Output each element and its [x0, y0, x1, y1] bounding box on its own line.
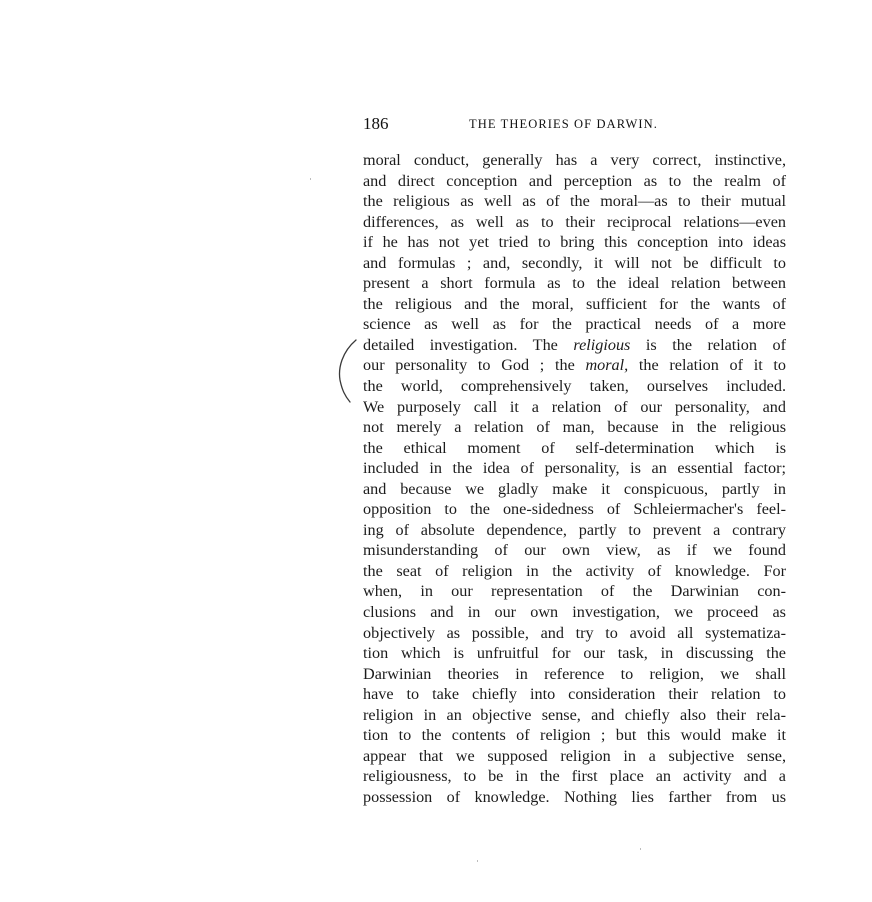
text-line: clusions and in our own investigation, we proceed as — [363, 603, 786, 622]
text-run: the relation of it to — [628, 356, 786, 375]
text-line: We purposely call it a relation of our personality, and — [363, 397, 786, 416]
text-line: when, in our representation of the Darwinian con- — [363, 582, 786, 601]
text-line: possession of knowledge. Nothing lies farther from us — [363, 787, 786, 806]
text-line — [363, 335, 786, 356]
text-line: and direct conception and perception as to the realm of — [363, 171, 786, 190]
scan-speck — [640, 848, 641, 850]
text-line: the ethical moment of self-determination which is — [363, 438, 786, 457]
text-run: our personality to God ; the — [363, 356, 586, 375]
text-line: science as well as for the practical needs of a more — [363, 315, 786, 334]
text-line: moral conduct, generally has a very correct, instinctive, — [363, 151, 786, 169]
text-line: the world, comprehensively taken, ourselves included. — [363, 377, 786, 396]
running-title: THE THEORIES OF DARWIN. — [469, 117, 658, 131]
text-line: differences, as well as to their reciprocal relations—even — [363, 212, 786, 231]
text-line: objectively as possible, and try to avoid all systematiza- — [363, 623, 786, 642]
text-line: Darwinian theories in reference to religion, we shall — [363, 664, 786, 683]
text-line: religiousness, to be in the first place an activity and a — [363, 767, 786, 786]
text-line: opposition to the one-sidedness of Schleiermacher's feel- — [363, 500, 786, 519]
text-run: is the relation of — [630, 335, 786, 354]
text-line: the religious and the moral, sufficient for the wants of — [363, 294, 786, 313]
text-line: have to take chiefly into consideration their relation to — [363, 685, 786, 704]
italic-term: religious — [573, 335, 631, 354]
text-line: tion to the contents of religion ; but this would make it — [363, 726, 786, 745]
text-line: appear that we supposed religion in a subjective sense, — [363, 746, 786, 765]
text-line: religion in an objective sense, and chiefly also their rela- — [363, 705, 786, 724]
text-line: and formulas ; and, secondly, it will not be difficult to — [363, 253, 786, 272]
italic-term: moral, — [585, 356, 629, 375]
margin-bracket-mark — [336, 338, 362, 404]
running-head — [363, 113, 783, 135]
text-line: misunderstanding of our own view, as if we found — [363, 541, 786, 560]
text-line: and because we gladly make it conspicuous, partly in — [363, 479, 786, 498]
page-number: 186 — [363, 114, 389, 133]
text-line — [363, 355, 786, 376]
text-line: the seat of religion in the activity of knowledge. For — [363, 561, 786, 580]
body-text — [363, 150, 786, 808]
text-line: not merely a relation of man, because in the religious — [363, 418, 786, 437]
text-line: tion which is unfruitful for our task, in discussing the — [363, 644, 786, 663]
text-line: included in the idea of personality, is an essential factor; — [363, 459, 786, 478]
scan-speck — [477, 860, 478, 862]
text-run: detailed investigation. The — [363, 335, 574, 354]
text-line: the religious as well as of the moral—as to their mutual — [363, 192, 786, 211]
text-line: ing of absolute dependence, partly to prevent a contrary — [363, 520, 786, 539]
scan-speck — [310, 178, 311, 180]
text-line: present a short formula as to the ideal relation between — [363, 274, 786, 293]
text-line: if he has not yet tried to bring this conception into ideas — [363, 233, 786, 252]
